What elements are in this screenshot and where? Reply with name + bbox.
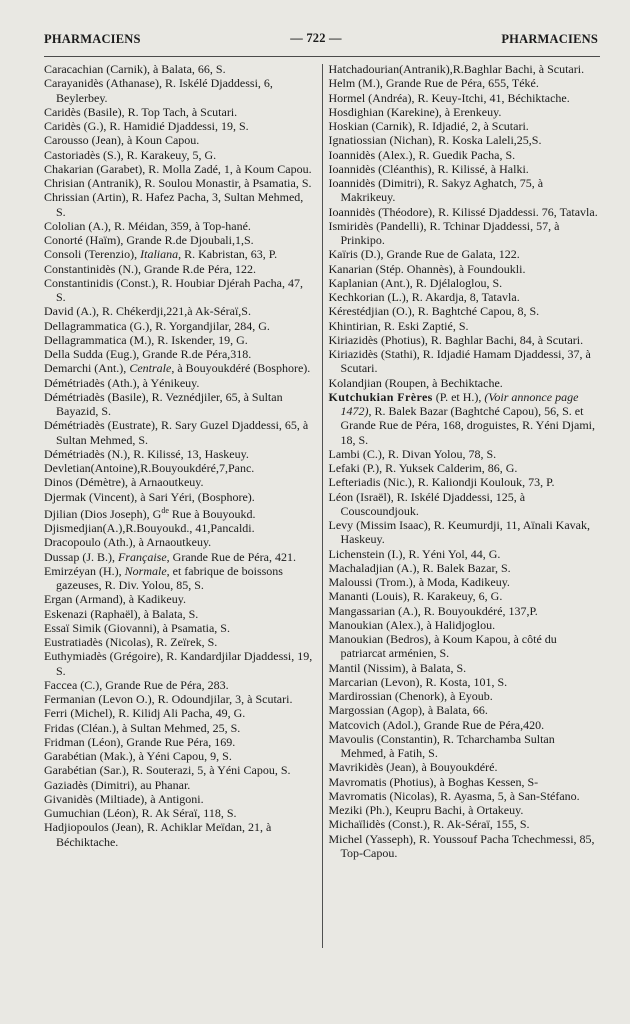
directory-entry: Démétriadès (Eustrate), R. Sary Guzel Djaddessi, 65, à Sultan Mehmed, S. (44, 418, 309, 447)
directory-entry: Démétriadès (Basile), R. Veznédjiler, 65, à Sultan Bayazid, S. (44, 389, 283, 418)
directory-entry: Conorté (Haïm), Grande R.de Djoubali,1,S. (44, 233, 254, 247)
directory-entry: Dellagrammatica (M.), R. Iskender, 19, G. (44, 332, 248, 347)
directory-entry: Gaziadès (Dimitri), au Phanar. (44, 777, 191, 792)
directory-entry: Marcarian (Levon), R. Kosta, 101, S. (328, 674, 508, 689)
directory-entry: Kolandjian (Roupen, à Bechiktache. (328, 375, 503, 390)
directory-entry: Caracachian (Carnik), à Balata, 66, S. (44, 62, 226, 76)
directory-entry: Ergan (Armand), à Kadikeuy. (44, 592, 186, 607)
directory-entry: Ioannidès (Cléanthis), R. Kilissé, à Halki. (328, 161, 529, 176)
kutchukian-address: , R. Balek Bazar (Baghtché Capou), 56, S. et Grande Rue de Péra, 168, droguistes, R. Yéni Djami, 18, S. (340, 404, 596, 447)
directory-entry: Mavrikidès (Jean), à Bouyoukdéré. (328, 760, 498, 775)
directory-entry: Démétriadès (N.), R. Kilissé, 13, Haskeuy. (44, 446, 249, 461)
directory-entry: Michaïlidès (Const.), R. Ak-Séraï, 155, S. (328, 817, 530, 832)
directory-entry: Ioannidès (Alex.), R. Guedik Pacha, S. (328, 147, 516, 162)
directory-entry: Caridès (Basile), R. Top Tach, à Scutari. (44, 104, 238, 119)
directory-entry: Lichenstein (I.), R. Yéni Yol, 44, G. (328, 546, 501, 561)
left-column (44, 62, 322, 948)
directory-entry: Garabétian (Mak.), à Yéni Capou, 9, S. (44, 749, 232, 763)
directory-entry: Fridas (Cléan.), à Sultan Mehmed, 25, S. (44, 720, 241, 735)
directory-entry: Michel (Yasseph), R. Youssouf Pacha Tchechmessi, 85, Top-Capou. (328, 831, 595, 860)
directory-entry: Mavoulis (Constantin), R. Tcharchamba Sultan Mehmed, à Fatih, S. (328, 731, 555, 760)
directory-entry: Kiriazidès (Photius), R. Baghlar Bachi, 84, à Scutari. (328, 332, 584, 347)
directory-entry: Léon (Israël), R. Iskélé Djaddessi, 125, à Couscoundjouk. (328, 489, 526, 518)
directory-entry: Levy (Missim Isaac), R. Keumurdji, 11, Aïnali Kavak, Haskeuy. (328, 518, 591, 547)
directory-entry: Euthymiadès (Grégoire), R. Kandardjilar Djaddessi, 19, S. (44, 649, 313, 678)
directory-entry: Kérestédjian (O.), R. Baghtché Capou, 8, S. (328, 304, 540, 319)
directory-entry: Manoukian (Alex.), à Halidjoglou. (328, 617, 496, 632)
directory-entry: Hormel (Andréa), R. Keuy-Itchi, 41, Béchiktache. (328, 90, 570, 105)
directory-entry: Gumuchian (Léon), R. Ak Séraï, 118, S. (44, 806, 237, 820)
directory-entry: Djilian (Dios Joseph), $G^{de}$ Rue à Bouyoukd. (44, 505, 256, 521)
directory-entry: Castoriadès (S.), R. Karakeuy, 5, G. (44, 147, 217, 162)
directory-entry: Kechkorian (L.), R. Akardja, 8, Tatavla. (328, 290, 520, 304)
directory-entry: Mardirossian (Chenork), à Eyoub. (328, 689, 493, 703)
directory-entry: Eskenazi (Raphaël), à Balata, S. (44, 606, 199, 621)
directory-entry: Kaïris (D.), Grande Rue de Galata, 122. (328, 247, 520, 262)
header-right-title: PHARMACIENS (501, 32, 598, 46)
directory-entry: Djermak (Vincent), à Sari Yéri, (Bosphore). (44, 489, 255, 504)
directory-entry: Fermanian (Levon O.), R. Odoundjilar, 3, à Scutari. (44, 692, 293, 706)
directory-entry: Faccea (C.), Grande Rue de Péra, 283. (44, 677, 229, 692)
directory-entry: Chrissian (Artin), R. Hafez Pacha, 3, Sultan Mehmed, S. (44, 190, 304, 219)
directory-entry: Kaplanian (Ant.), R. Djélaloglou, S. (328, 275, 503, 290)
directory-entry: Constantinidès (N.), Grande R.de Péra, 122. (44, 261, 256, 276)
directory-entry: Djismedjian(A.),R.Bouyoukd., 41,Pancaldi. (44, 521, 255, 535)
kutchukian-note: (Voir annonce page 1472) (340, 389, 579, 418)
directory-entry: Essaï Simik (Giovanni), à Psamatia, S. (44, 620, 230, 635)
directory-entry: Kiriazidès (Stathi), R. Idjadié Hamam Djaddessi, 37, à Scutari. (328, 347, 591, 376)
directory-entry: Mavromatis (Photius), à Boghas Kessen, S- (328, 774, 539, 789)
directory-entry: Mananti (Louis), R. Karakeuy, 6, G. (328, 589, 503, 604)
directory-entry: Dracopoulo (Ath.), à Arnaoutkeuy. (44, 535, 212, 550)
directory-entry: Mangassarian (A.), R. Bouyoukdéré, 137,P. (328, 603, 538, 618)
directory-entry: Ignatiossian (Nichan), R. Koska Laleli,25,S. (328, 133, 542, 148)
directory-entry: Givanidès (Miltiade), à Antigoni. (44, 791, 204, 806)
directory-entry: Garabétian (Sar.), R. Souterazi, 5, à Yéni Capou, S. (44, 763, 291, 778)
directory-entry: Chakarian (Garabet), R. Molla Zadé, 1, à Koum Capou. (44, 161, 312, 176)
directory-entry: Caridès (G.), R. Hamidié Djaddessi, 19, S. (44, 119, 249, 133)
directory-entry: Kanarian (Stép. Ohannès), à Foundoukli. (328, 261, 526, 276)
header-left-title: PHARMACIENS (44, 32, 141, 46)
directory-entry: Demarchi (Ant.), Centrale, à Bouyoukdéré (Bosphore). (44, 361, 311, 376)
directory-entry: Mavromatis (Nicolas), R. Ayasma, 5, à San-Stéfano. (328, 788, 580, 803)
directory-entry: Helm (M.), Grande Rue de Péra, 655, Téké. (328, 76, 539, 91)
directory-entry: Dellagrammatica (G.), R. Yorgandjilar, 284, G. (44, 318, 270, 333)
directory-entry: Eustratiadès (Nicolas), R. Zeïrek, S. (44, 635, 218, 649)
directory-entry: Carayanidès (Athanase), R. Iskélé Djaddessi, 6, Beylerbey. (44, 76, 273, 105)
directory-entry: Margossian (Agop), à Balata, 66. (328, 703, 488, 718)
directory-entry: Ioannidès (Dimitri), R. Sakyz Aghatch, 75, à Makrikeuy. (328, 176, 544, 205)
directory-entry: Lefaki (P.), R. Yuksek Calderim, 86, G. (328, 461, 518, 475)
directory-entry: Dussap (J. B.), Française, Grande Rue de Péra, 421. (44, 549, 296, 564)
directory-entry-kutchukian (329, 390, 601, 447)
directory-entry: Carousso (Jean), à Koun Capou. (44, 133, 200, 148)
header-rule (44, 56, 600, 57)
directory-entry: Ismiridès (Pandelli), R. Tchinar Djaddessi, 57, à Prinkipo. (328, 218, 560, 247)
kutchukian-name: Kutchukian Frères (328, 389, 433, 404)
directory-entry: Démétriadès (Ath.), à Yénikeuy. (44, 375, 200, 390)
directory-entry: Hatchadourian(Antranik),R.Baghlar Bachi, à Scutari. (328, 62, 585, 76)
page-number: — 722 — (290, 31, 342, 45)
directory-entry: Maloussi (Trom.), à Moda, Kadikeuy. (328, 575, 510, 589)
columns (44, 62, 600, 948)
kutchukian-initials: (P. et H.), (432, 389, 485, 404)
directory-entry: Hoskian (Carnik), R. Idjadié, 2, à Scutari. (328, 119, 529, 133)
directory-entry: Hadjiopoulos (Jean), R. Achiklar Meïdan, 21, à Béchiktache. (44, 820, 272, 849)
directory-entry: Lambi (C.), R. Divan Yolou, 78, S. (328, 446, 497, 461)
directory-entry: Della Sudda (Eug.), Grande R.de Péra,318. (44, 347, 252, 361)
directory-entry: Dinos (Démètre), à Arnaoutkeuy. (44, 475, 204, 490)
directory-entry: Meziki (Ph.), Keupru Bachi, à Ortakeuy. (328, 803, 524, 817)
page-header (24, 28, 608, 50)
directory-entry: Fridman (Léon), Grande Rue Péra, 169. (44, 734, 236, 749)
directory-entry: Manoukian (Bedros), à Koum Kapou, à côté du patriarcat arménien, S. (328, 632, 557, 661)
directory-entry: Emirzéyan (H.), Normale, et fabrique de boissons gazeuses, R. Div. Yolou, 85, S. (44, 563, 283, 592)
directory-entry: David (A.), R. Chékerdji,221,à Ak-Séraï,S. (44, 304, 251, 319)
directory-entry: Ioannidès (Théodore), R. Kilissé Djaddessi. 76, Tatavla. (328, 204, 598, 219)
directory-entry: Mantil (Nissim), à Balata, S. (328, 660, 467, 675)
directory-entry: Lefteriadis (Nic.), R. Kaliondji Koulouk, 73, P. (328, 475, 555, 490)
directory-entry: Devletian(Antoine),R.Bouyoukdéré,7,Panc. (44, 461, 255, 475)
right-column (323, 62, 601, 948)
directory-entry: Khintirian, R. Eski Zaptié, S. (328, 318, 469, 333)
directory-entry: Matcovich (Adol.), Grande Rue de Péra,420. (328, 717, 545, 732)
directory-entry: Machaladjian (A.), R. Balek Bazar, S. (328, 560, 511, 575)
directory-entry: Ferri (Michel), R. Kilidj Ali Pacha, 49, G. (44, 706, 246, 721)
directory-entry: Consoli (Terenzio), Italiana, R. Kabristan, 63, P. (44, 247, 278, 262)
directory-entry: Cololian (A.), R. Méidan, 359, à Top-hané. (44, 218, 251, 233)
directory-entry: Chrisian (Antranik), R. Soulou Monastir, à Psamatia, S. (44, 176, 312, 190)
directory-entry: Constantinidis (Const.), R. Houbiar Djérah Pacha, 47, S. (44, 275, 303, 304)
directory-entry: Hosdighian (Karekine), à Erenkeuy. (328, 104, 502, 119)
